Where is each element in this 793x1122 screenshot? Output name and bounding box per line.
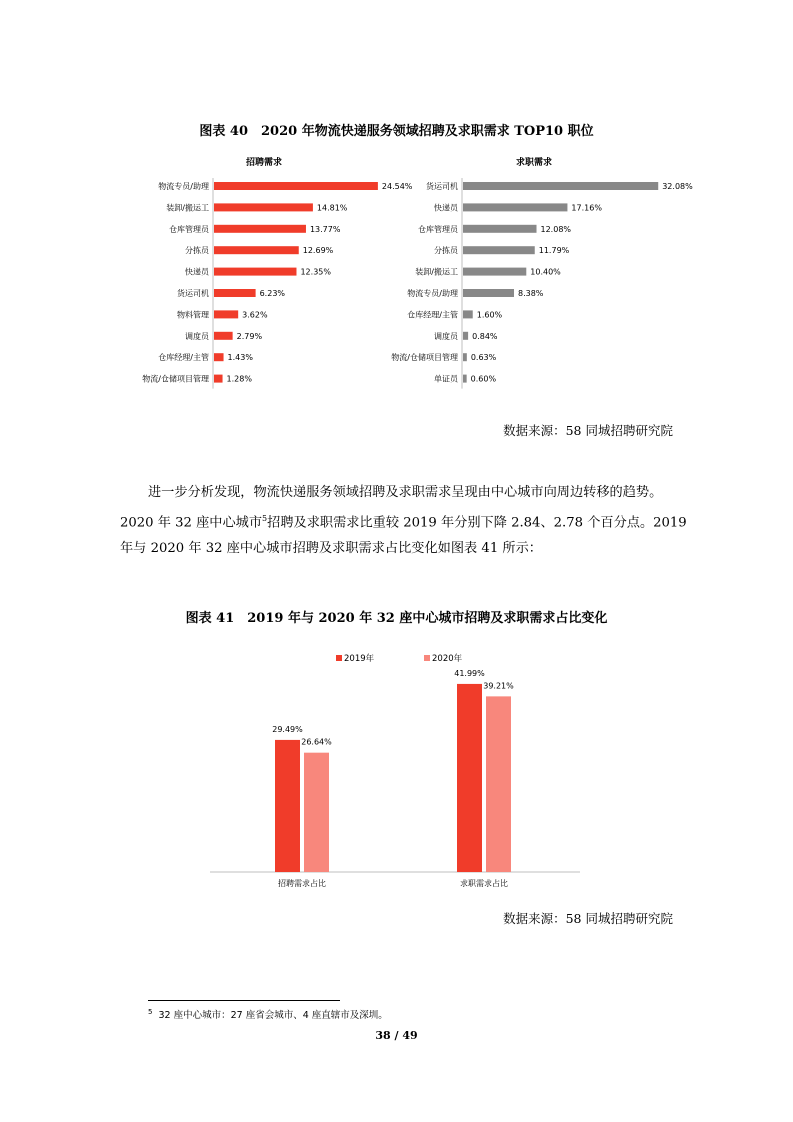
category-label: 物流专员/助理 (158, 182, 209, 191)
bar (463, 353, 467, 361)
bar (463, 203, 567, 211)
legend-swatch (424, 655, 430, 661)
category-label: 物料管理 (177, 310, 209, 320)
bar (463, 332, 468, 340)
category-label: 仓库经理/主管 (407, 310, 458, 320)
footnote-divider (148, 1000, 340, 1001)
bar (214, 182, 378, 190)
paragraph-line-3: 年与 2020 年 32 座中心城市招聘及求职需求占比变化如图表 41 所示： (120, 541, 542, 557)
category-label: 分拣员 (185, 246, 209, 256)
data-label: 29.49% (272, 724, 303, 734)
category-label: 招聘需求占比 (278, 879, 326, 888)
paragraph-line-1: 进一步分析发现，物流快递服务领域招聘及求职需求呈现由中心城市向周边转移的趋势。 (148, 485, 663, 500)
bar (463, 289, 514, 297)
footnote-text: 32 座中心城市：27 座省会城市、4 座直辖市及深圳。 (158, 1010, 388, 1021)
footnote-mark: 5 (148, 1007, 153, 1016)
chart-2-title: 求职需求 (515, 158, 553, 168)
category-label: 单证员 (434, 374, 458, 384)
recruitment-demand-chart (142, 156, 412, 389)
data-label: 26.64% (301, 737, 332, 747)
bar (486, 696, 511, 872)
data-label: 41.99% (454, 668, 485, 678)
data-label: 32.08% (662, 182, 693, 191)
data-label: 39.21% (483, 681, 514, 691)
data-label: 14.81% (316, 203, 348, 213)
bar (214, 203, 313, 211)
data-label: 0.84% (472, 331, 498, 341)
bar (214, 353, 224, 361)
footnote (148, 1007, 388, 1021)
legend-label: 2020年 (432, 654, 463, 664)
paragraph-line-2 (120, 506, 687, 536)
bar (214, 246, 299, 254)
category-label: 调度员 (434, 331, 458, 341)
category-label: 货运司机 (177, 289, 209, 298)
figure-40-source: 数据来源：58 同城招聘研究院 (503, 423, 673, 438)
bar (214, 310, 238, 318)
share-change-chart (210, 653, 580, 888)
category-label: 货运司机 (426, 182, 458, 191)
category-label: 仓库管理员 (418, 224, 458, 234)
bar (463, 182, 658, 190)
data-label: 13.77% (309, 224, 341, 234)
data-label: 12.69% (302, 246, 334, 256)
page-number: 38 / 49 (375, 1029, 418, 1042)
category-label: 求职需求占比 (460, 879, 508, 888)
chart-1-title: 招聘需求 (245, 158, 283, 168)
category-label: 装卸/搬运工 (166, 203, 209, 213)
category-label: 调度员 (185, 331, 209, 341)
category-label: 仓库经理/主管 (158, 353, 209, 363)
legend-swatch (336, 655, 342, 661)
bar (457, 684, 482, 872)
category-label: 快递员 (434, 203, 458, 213)
data-label: 11.79% (538, 246, 570, 256)
data-label: 1.28% (226, 374, 252, 384)
bar (463, 225, 537, 233)
data-label: 0.63% (470, 353, 497, 363)
category-label: 物流/仓储项目管理 (391, 353, 458, 363)
data-label: 12.35% (300, 267, 331, 277)
data-label: 0.60% (470, 374, 497, 384)
figure-41-source: 数据来源：58 同城招聘研究院 (503, 911, 673, 926)
category-label: 物流/仓储项目管理 (142, 374, 209, 384)
data-label: 24.54% (381, 182, 413, 191)
bar (214, 332, 233, 340)
bar (214, 289, 256, 297)
category-label: 快递员 (185, 267, 209, 277)
bar (463, 375, 467, 383)
figure-40-title: 图表 40 2020 年物流快递服务领域招聘及求职需求 TOP10 职位 (199, 124, 594, 139)
bar (214, 268, 296, 276)
category-label: 分拣员 (434, 246, 458, 256)
body-paragraph (120, 480, 687, 562)
bar (275, 740, 300, 872)
figure-40-charts (0, 150, 793, 400)
data-label: 12.08% (540, 224, 572, 234)
data-label: 1.43% (227, 353, 253, 363)
data-label: 8.38% (517, 289, 544, 298)
category-label: 装卸/搬运工 (415, 267, 458, 277)
job-seeking-demand-chart (391, 156, 693, 389)
figure-41-chart (0, 640, 793, 900)
bar (463, 310, 473, 318)
data-label: 2.79% (236, 331, 263, 341)
bar (214, 225, 306, 233)
bar (463, 268, 526, 276)
bar (463, 246, 535, 254)
data-label: 6.23% (259, 289, 286, 298)
data-label: 3.62% (242, 310, 268, 320)
data-label: 10.40% (530, 267, 561, 277)
data-label: 1.60% (476, 310, 503, 320)
paragraph-line-2-end: 招聘及求职需求比重较 2019 年分别下降 2.84、2.78 个百分点。2019 (267, 515, 687, 531)
category-label: 仓库管理员 (169, 224, 209, 234)
bar (304, 753, 329, 872)
paragraph-line-2-start: 2020 年 32 座中心城市 (120, 515, 263, 531)
data-label: 17.16% (571, 203, 602, 213)
footnote-reference[interactable]: 5 (262, 514, 268, 523)
figure-41-title: 图表 41 2019 年与 2020 年 32 座中心城市招聘及求职需求占比变化 (185, 611, 608, 626)
legend-label: 2019年 (344, 654, 375, 664)
bar (214, 375, 223, 383)
category-label: 物流专员/助理 (407, 289, 458, 298)
